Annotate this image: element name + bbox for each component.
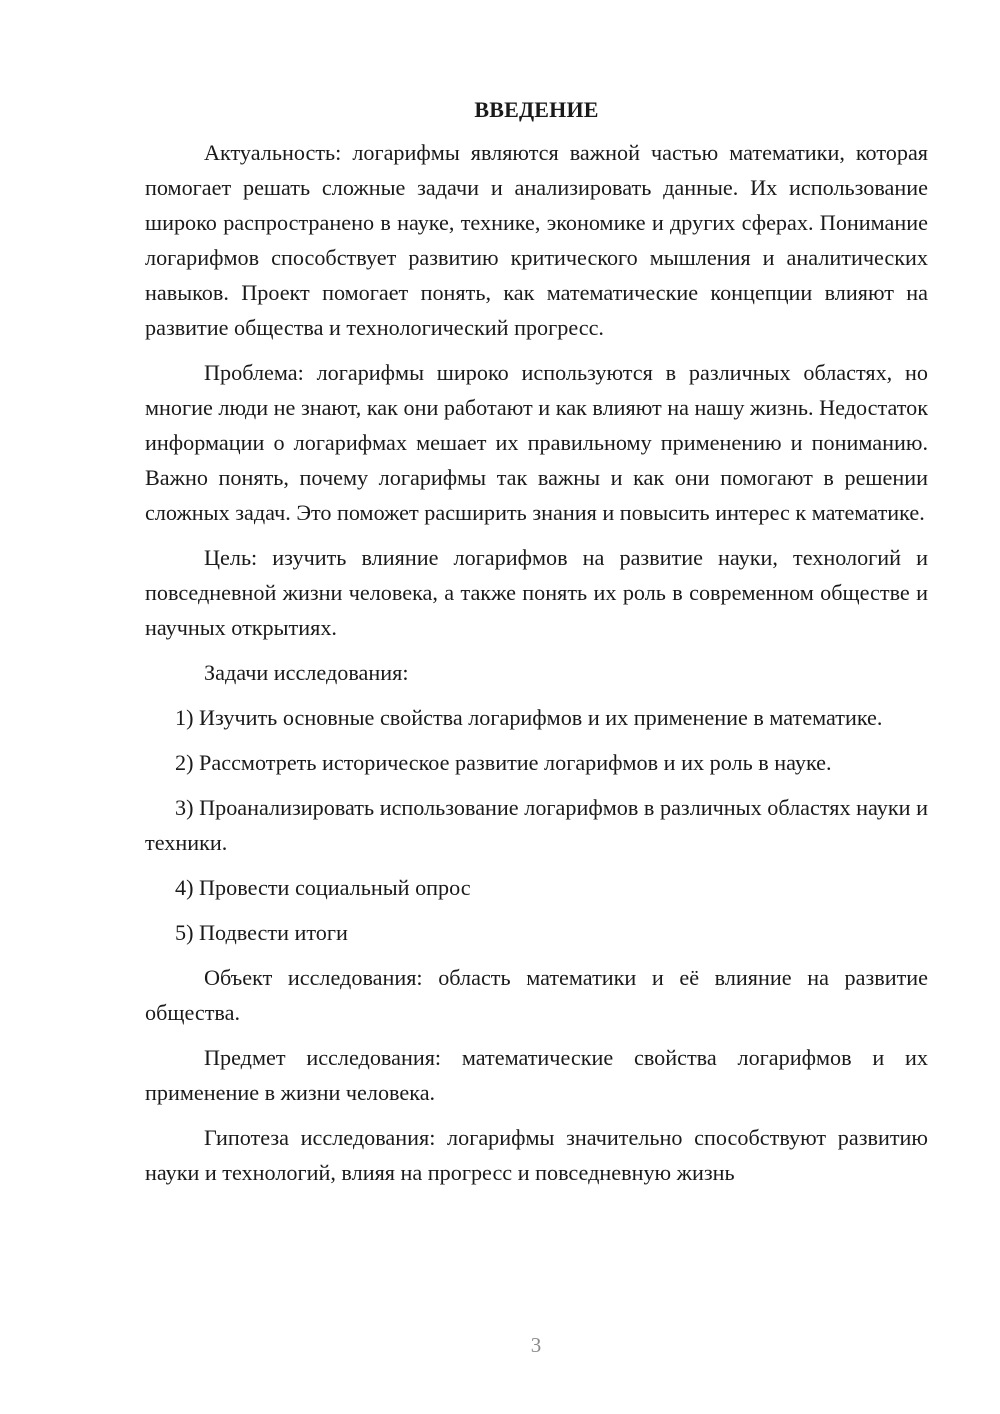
paragraph-problem: Проблема: логарифмы широко используются в различных областях, но многие люди не знают, как они работают и как влияют на нашу жизнь. Недостаток информации о логарифмах мешает их правильному применению и пониманию. Важно понять, почему логарифмы так важны и как они помогают в решении сложных задач. Это поможет расширить знания и повысить интерес к математике. [145, 360, 928, 525]
paragraph-hypothesis: Гипотеза исследования: логарифмы значительно способствуют развитию науки и технологий, влияя на прогресс и повседневную жизнь [145, 1125, 928, 1185]
paragraph-goal: Цель: изучить влияние логарифмов на развитие науки, технологий и повседневной жизни человека, а также понять их роль в современном обществе и научных открытиях. [145, 545, 928, 640]
section-heading: ВВЕДЕНИЕ [474, 97, 599, 122]
document-page [145, 92, 928, 1190]
paragraph-relevance: Актуальность: логарифмы являются важной частью математики, которая помогает решать сложные задачи и анализировать данные. Их использование широко распространено в науке, технике, экономике и других сферах. Понимание логарифмов способствует развитию критического мышления и аналитических навыков. Проект помогает понять, как математические концепции влияют на развитие общества и технологический прогресс. [145, 140, 928, 340]
page-number: 3 [530, 1333, 542, 1357]
paragraph-subject: Предмет исследования: математические свойства логарифмов и их применение в жизни человека. [145, 1045, 928, 1105]
task-item-4: 4) Провести социальный опрос [175, 875, 471, 900]
task-item-2: 2) Рассмотреть историческое развитие логарифмов и их роль в науке. [175, 750, 832, 775]
paragraph-object: Объект исследования: область математики и её влияние на развитие общества. [145, 965, 928, 1025]
task-item-5: 5) Подвести итоги [175, 920, 348, 945]
task-item-3: 3) Проанализировать использование логарифмов в различных областях науки и техники. [145, 795, 928, 855]
task-item-1: 1) Изучить основные свойства логарифмов и их применение в математике. [175, 705, 883, 730]
tasks-label: Задачи исследования: [204, 660, 409, 685]
